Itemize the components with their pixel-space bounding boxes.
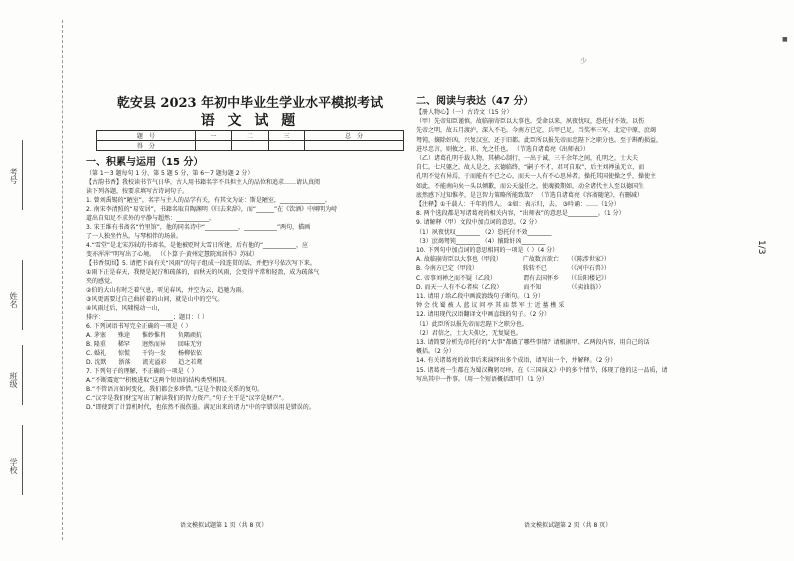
- text-line: 【注释】①千载人：千年的伟人。 ②如：表示归，去。 ③吟诵：……（1分）: [416, 201, 620, 209]
- text-line: C. 婚礼 惊慌 千钧一发 杨柳依依: [86, 350, 203, 357]
- binding-label-class: 班级: [9, 372, 18, 388]
- text-line: A. 茅塞 殊途 惟妙惟肖 负隅顽抗: [86, 332, 202, 339]
- score-cell[interactable]: [268, 141, 304, 151]
- text-line: 夹的感觉。: [86, 278, 117, 285]
- section-heading-reading: 二、阅读与表达（47 分）: [416, 96, 534, 107]
- score-cell: 题 号: [97, 131, 196, 141]
- text-line: 2. 南宋李清照的“易安居”，书籍名取自陶渊明《归去来辞》，而“______”在《饮酒》中阐明为峙: [86, 206, 338, 213]
- text-line: 8. 两个选段都是写诸葛亮的相关内容，“出师表”的意思是__________。（1 分）: [416, 210, 625, 218]
- text-line: 11. 请用 / 给乙段中画波浪线句子断句。（1 分）: [416, 293, 545, 301]
- left-text-block: [86, 169, 404, 412]
- text-line: （3）庶竭驽钝________ （4）攘除奸凶________: [416, 237, 546, 245]
- text-line: 6. 下列词语书写完全正确的一项是（ ）: [86, 323, 192, 330]
- text-line: 自仁。七尺躯之，故人是之，玄德临终，“嗣子不才，君可自取”，后主刘禅虽无立，而: [416, 164, 645, 172]
- right-text-block: [416, 108, 736, 384]
- text-line: 1. 曾刘禹锡的“陋室”，名字与主人的品学有关，有其文为证：斯是陋室，_______________。: [86, 197, 331, 204]
- text-line: ④风雨过后，风啸搅动一山，: [86, 305, 164, 312]
- page-side-number: 1/3: [756, 240, 766, 255]
- cut-line: [62, 20, 63, 540]
- score-table-row: [97, 141, 404, 151]
- score-cell: 一: [195, 131, 231, 141]
- text-line: 10. 下列句中加点词的意思相同的一项是（ ）（4 分）: [416, 247, 559, 255]
- text-line: B.“不管语言如何变化，我们都会多珍惜。”这是个假设关系的复句。: [86, 386, 264, 393]
- binding-line-name: [22, 260, 23, 330]
- text-line: 9. 请解释（甲）文段中加点词的意思。（2 分）: [416, 219, 541, 227]
- score-cell[interactable]: [305, 141, 404, 151]
- text-line: （2）君信之，士大夫仰之，无复疑也。: [416, 329, 522, 337]
- text-line: C. 帝事刘禅之而不疑（乙段） 谓有去国怀乡 （《岳阳楼记》）: [416, 274, 611, 282]
- text-line: （1）此臣所以报先帝而忠陛下之职分也。: [416, 320, 528, 328]
- text-line: D. 而天一人有不心者疾（乙段） 而不知 （《卖油翁》）: [416, 283, 605, 291]
- text-line: B. 隆重 稀罕 迥然而异 回味无穷: [86, 341, 202, 348]
- binding-line-school: [22, 425, 23, 495]
- pen-mark: 少: [580, 57, 587, 65]
- text-line: C.“汉字是我们财宝写出了解读我们的智力资产。”句子主干是“汉字是财产”。: [86, 395, 288, 402]
- text-line: （第 1～3 题每句 1 分，第 5 题 5 分，第 6～7 题每题 2 分）: [86, 170, 254, 177]
- text-line: B. 今南方已定（甲段） 转转不已 （《河中石兽》）: [416, 265, 610, 273]
- text-line: 变亦浑浑”明写出了心境。 （《卜算子·黄州定慧院寓居作》苏轼）: [86, 251, 258, 258]
- binding-line-class: [22, 345, 23, 405]
- text-line: 15. 诸葛亮一生都在为蜀汉鞠躬尽瘁，在《三国演义》中的多个情节，体现了他的这一品质，请: [416, 366, 668, 374]
- binding-label-name: 姓名: [9, 292, 18, 308]
- text-line: 进尽忠言，则攸之、祎、允之任也。 （节选自诸葛亮《出师表》）: [416, 145, 589, 153]
- score-table: [96, 130, 404, 151]
- text-line: 4.“雪堂”是北宋苏轼的书斋名，是他被贬时大雪日所建，后有他的“___________，应: [86, 242, 309, 249]
- text-line: 概括。（2 分）: [416, 348, 455, 356]
- score-cell[interactable]: [232, 141, 268, 151]
- text-line: 3. 宋王维有书斋名“竹里馆”，他的同名诗中“___________，___________”两句，描画: [86, 224, 311, 231]
- text-line: 【书香氛围】5. 请把下面有关“风雨”的句子组成一段连贯的话，并把序号依次写下来。: [86, 260, 316, 267]
- text-line: 先帝之明，故五月渡泸，深入不毛。今南方已定，兵甲已足，当奖率三军，北定中原，庶竭: [416, 127, 657, 135]
- text-line: 读下列各题，按要求填写古诗词句子。: [86, 188, 189, 195]
- text-line: （甲）先帝知臣谨慎，故临崩寄臣以大事也。受命以来，夙夜忧叹，恐托付不效，以伤: [416, 118, 645, 126]
- corner-mark: ■: [782, 36, 788, 43]
- text-line: 如此，不能南向矣一头以倾歉，而公天溢任之，使魂毅期如，动全诸代主人至以德国生: [416, 182, 645, 190]
- score-cell: 总 分: [305, 131, 404, 141]
- page-footer-right: 语文模拟试题第 2 页（共 8 页）: [524, 522, 612, 529]
- text-line: 道出自知足不求外的平静与超然：___________。: [86, 215, 216, 222]
- binding-margin: [0, 0, 72, 561]
- text-line: 14. 有关诸葛亮的故事后来演绎出多个成语，请写出一个，并解释。（2 分）: [416, 357, 617, 365]
- text-line: D. 沈默 浙落 流光溢彩 趋之若鹜: [86, 359, 203, 366]
- text-line: 13. 请简要分析先帝托付的“大事”都做了哪些事情？请根据甲、乙两段内容，用自己的话: [416, 339, 650, 347]
- binding-line-id: [22, 140, 23, 210]
- score-cell: 三: [268, 131, 304, 141]
- text-line: ③风更需要过自己曲折着的山间，就是山中的空气。: [86, 296, 224, 303]
- text-line: ②伯的大山有时乏着气息，听见春风，并空为云，趋驰为雨。: [86, 287, 248, 294]
- score-cell: 二: [232, 131, 268, 141]
- exam-subject: 语 文 试 题: [200, 113, 300, 129]
- text-line: （乙）诸葛孔明千载人物，其横心制行，一出于诚，三千余年之间，孔明之，士大夫: [416, 155, 639, 163]
- exam-title: 乾安县 2023 年初中毕业生学业水平模拟考试: [116, 96, 384, 111]
- text-line: A. 故临崩寄臣以大事也（甲段） 广故数言欲亡 （《陈涉世家》）: [416, 256, 610, 264]
- section-heading: 一、积累与运用（15 分）: [86, 157, 204, 168]
- left-column: [86, 156, 404, 412]
- binding-label-id: 考号: [9, 168, 18, 184]
- text-line: 驽钝，攘除奸凶，兴复汉室，还于旧都。此臣所以报先帝而忠陛下之职分也。至于斟酌损益，: [416, 136, 663, 144]
- text-line: 了一人独坐竹丛，与琴相伴的场景。: [86, 233, 183, 240]
- text-line: 底然感下过知惟孝，是岂智力策略所能致哉？ （节选自诸葛亮《容斋随笔》，有删减）: [416, 191, 643, 199]
- text-line: A.“不断震宽”“积极进取”这两个短语的结构类型相同。: [86, 377, 231, 384]
- text-line: 钟 会 伐 蜀 被 人 蓝 议 问 亭 其 庙 禁 军 士 近 墓 樵 采: [416, 302, 565, 310]
- page-footer-left: 语文模拟试题第 1 页（共 8 页）: [180, 522, 268, 529]
- text-line: 孔明不觉有异焉，于而能有不已之心，而天一人有不心思异者，操托其国使操之乎，操使主: [416, 173, 657, 181]
- text-line: 12. 请用现代汉语翻译文中画直线的句子。（2 分）: [416, 311, 551, 319]
- binding-label-school: 学校: [9, 458, 18, 474]
- score-cell: 得 分: [97, 141, 196, 151]
- text-line: 【古韵书香】我校读书节气日华，古人用书籍名字不具担主人的品位和追求……请认真阅: [86, 179, 321, 186]
- text-line: 写出其中一件事。（用一个短语概括即可）（1 分）: [416, 375, 548, 383]
- text-line: D.“即使到了计算机时代，也依然不损伤墨。满足出来的诸力”中的字错误用是错误的。: [86, 404, 315, 411]
- text-line: 7. 下列句子的理解，不正确的一项是（ ）: [86, 368, 198, 375]
- score-table-row: [97, 131, 404, 141]
- text-line: （1）夙夜忧叹________ （2）恐托付不效________: [416, 228, 552, 236]
- text-line: 排序：_______________________；题目：（ ）: [86, 314, 208, 321]
- text-line: ①雨下正是春天，我便是泥泞和疏落的，而秋天的风雨，会变得平常和轻盈，成为疏落气: [86, 269, 320, 276]
- text-line: 【册人物心】（一）古诗文（15 分）: [416, 109, 513, 116]
- right-column: [416, 108, 736, 384]
- score-cell[interactable]: [195, 141, 231, 151]
